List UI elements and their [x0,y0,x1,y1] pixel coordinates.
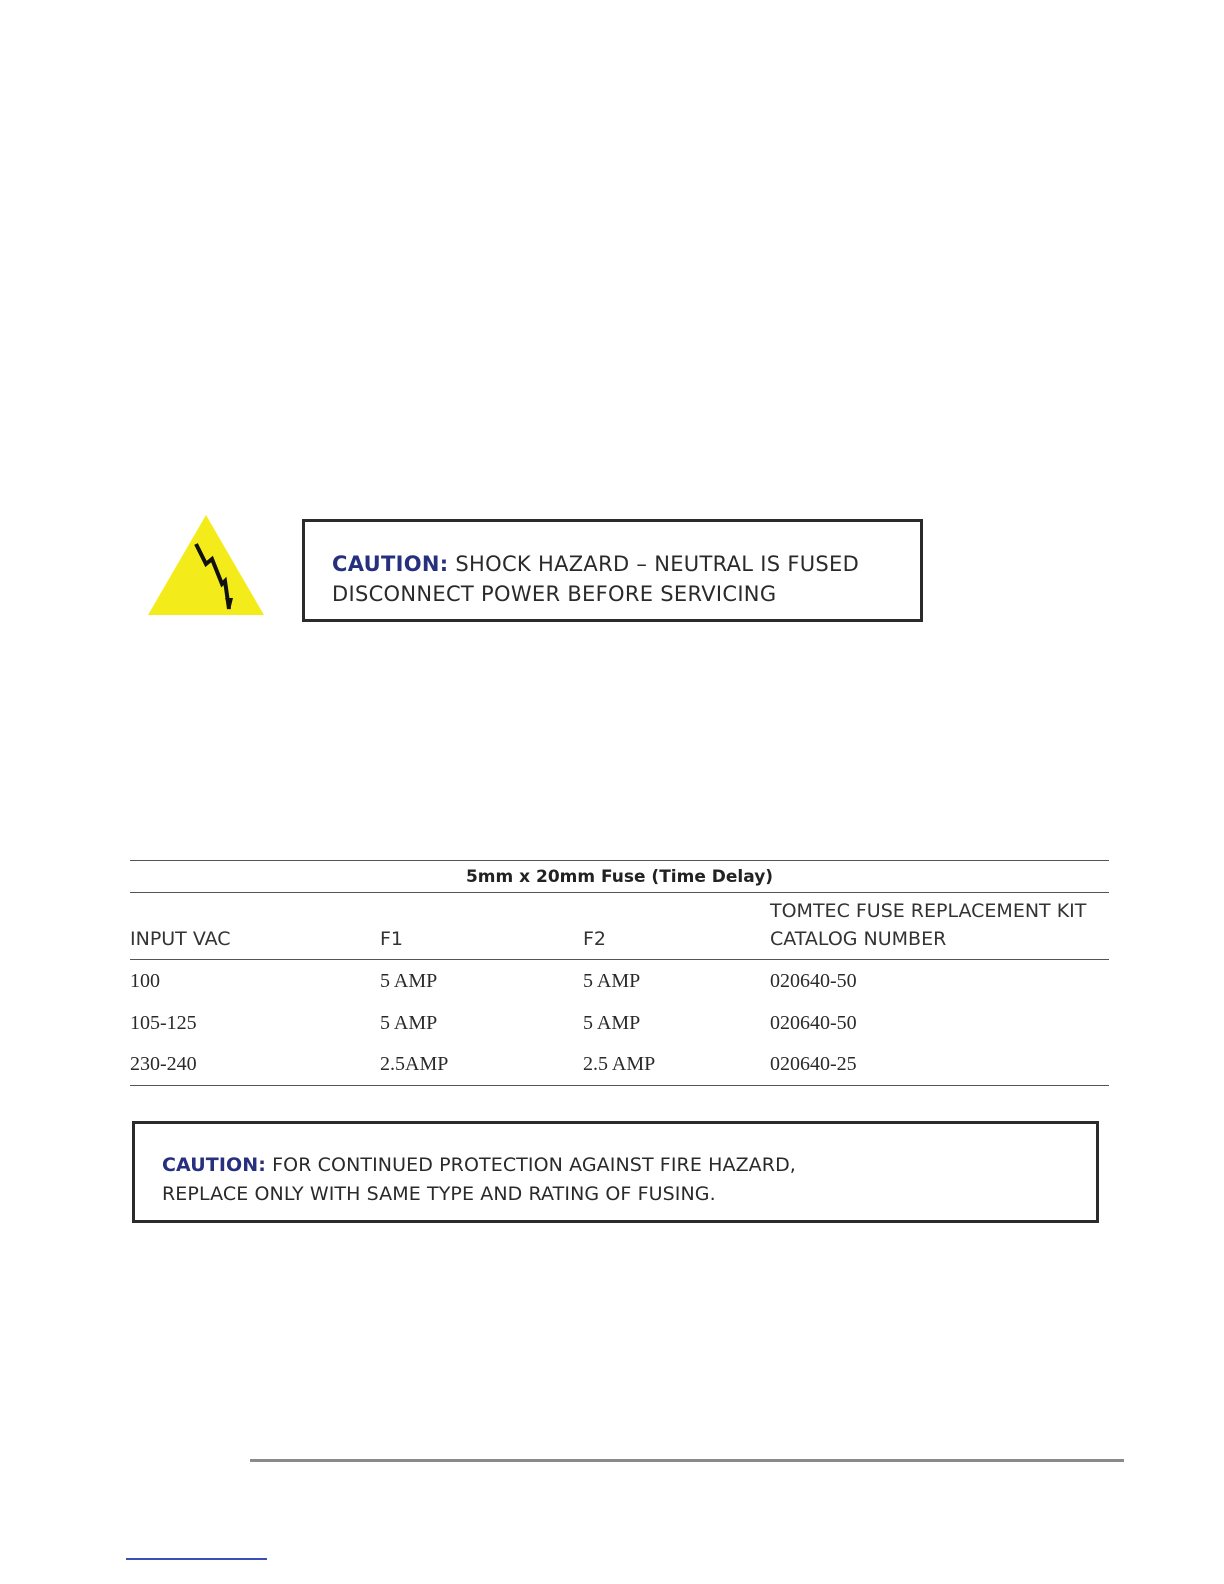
cell-input-vac: 100 [130,970,160,992]
header-catalog-number [770,897,1086,953]
cell-f2: 2.5 AMP [583,1053,656,1075]
caution-text: FOR CONTINUED PROTECTION AGAINST FIRE HAZARD, [272,1154,796,1176]
header-f2: F2 [583,928,607,950]
cell-f2: 5 AMP [583,1011,641,1034]
cell-input-vac: 105-125 [130,1011,197,1034]
cell-f1: 2.5AMP [380,1053,449,1075]
cell-catalog: 020640-50 [770,970,857,992]
table-header-row [130,893,1109,959]
cell-catalog: 020640-50 [770,1011,857,1034]
caution-line-1 [332,549,920,579]
footer-rule [250,1459,1124,1462]
caution-line-1 [162,1151,1096,1180]
header-input-vac: INPUT VAC [130,928,231,950]
cell-f1: 5 AMP [380,970,438,992]
caution-label: CAUTION: [162,1154,266,1176]
table-row [130,1043,1109,1085]
header-f1: F1 [380,928,404,950]
caution-text: SHOCK HAZARD – NEUTRAL IS FUSED [455,552,860,576]
fire-hazard-caution-box [132,1121,1099,1223]
cell-f1: 5 AMP [380,1011,438,1034]
shock-hazard-caution-box [302,519,923,622]
caution-line-2: DISCONNECT POWER BEFORE SERVICING [332,582,777,606]
caution-line-2: REPLACE ONLY WITH SAME TYPE AND RATING OF FUSING. [162,1183,716,1205]
footer-link-underline [126,1558,267,1560]
header-catalog-line-2: CATALOG NUMBER [770,928,947,950]
cell-input-vac: 230-240 [130,1053,197,1075]
header-catalog-line-1: TOMTEC FUSE REPLACEMENT KIT [770,900,1087,922]
table-title: 5mm x 20mm Fuse (Time Delay) [465,867,774,887]
electrical-hazard-icon [146,514,266,616]
table-row [130,960,1109,1002]
table-row [130,1002,1109,1044]
fuse-table [130,860,1109,1086]
cell-f2: 5 AMP [583,970,641,992]
caution-label: CAUTION: [332,552,449,576]
cell-catalog: 020640-25 [770,1053,857,1075]
table-bottom-rule [130,1085,1109,1086]
